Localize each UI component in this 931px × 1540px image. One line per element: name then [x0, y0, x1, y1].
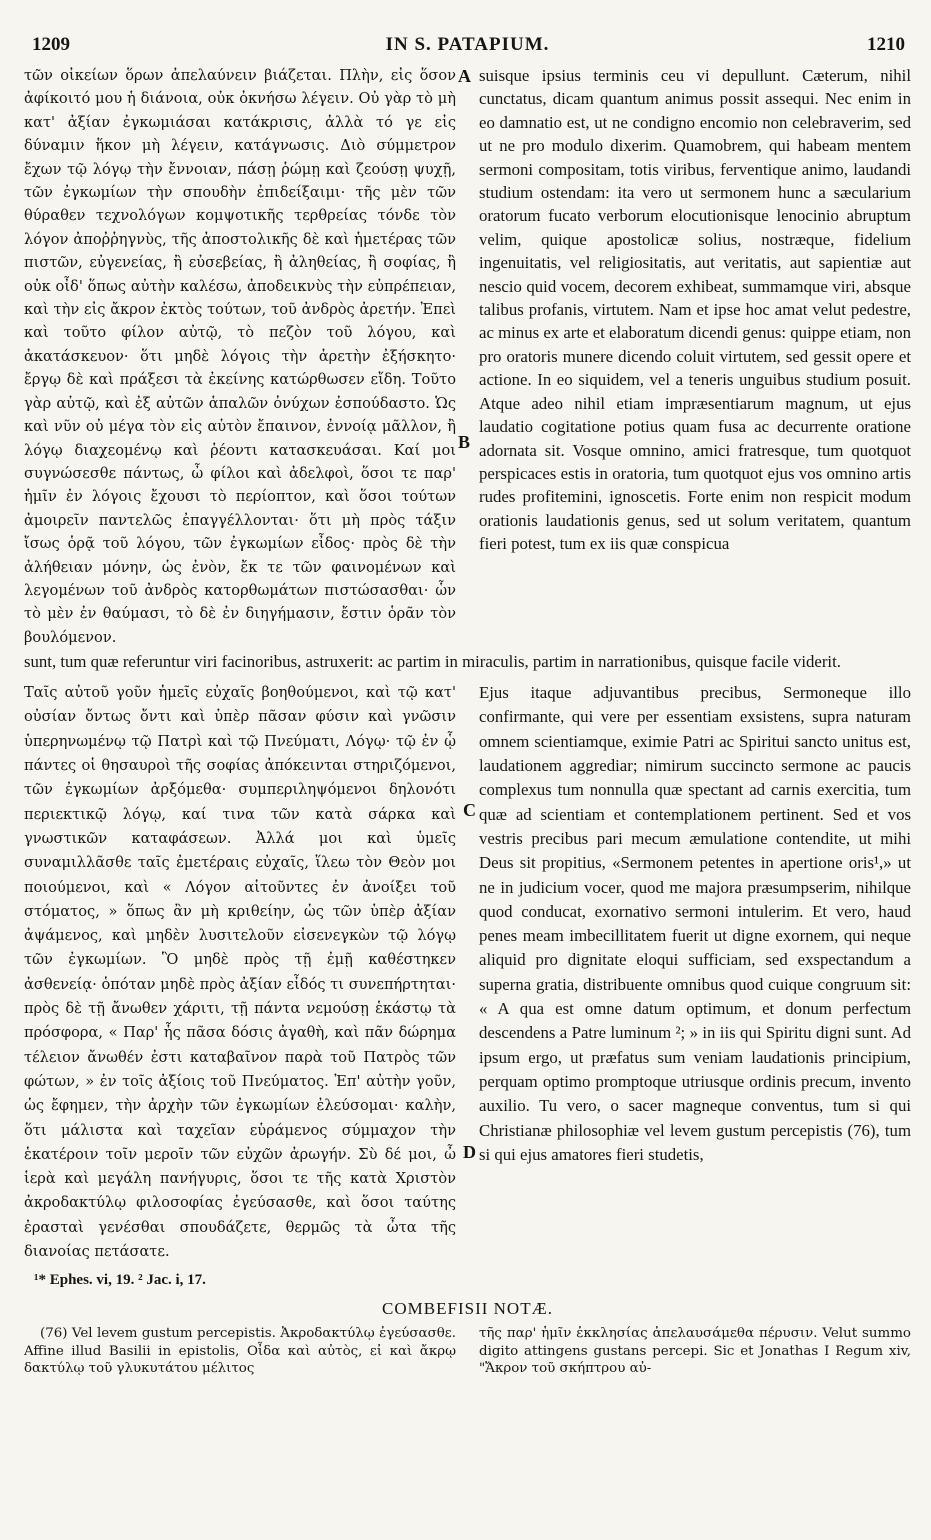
note-76-left: (76) Vel levem gustum percepistis. Ἀκροδακτύλῳ ἐγεύσασθε. Affine illud Basilii in epistolis, Οἶδα καὶ αὐτὸς, εἰ καὶ ἄκρῳ δακτύλῳ τοῦ γλυκυτάτου μέλιτος [24, 1326, 456, 1377]
latin-text-1: suisque ipsius terminis ceu vi depullunt. Cæterum, nihil cunctatus, dicam quantum animus possit assequi. Nec enim in eo damnatio est, ut ne condigno encomio non celebraverim, sed ut ne pro modulo dixerim. Quamobrem, qui habeam mentem sermoni compositam, totis viribus, ferventique animo, laudandi studium ostendam: ita vero ut sermonem hunc a sæcularium oratorum fucato verborum elocutionisque lenocinio abruptum velim, quique apostolicæ solius, nostræque, fidelium ingenuitatis, vel religiositatis, aut veritatis, aut sapientiæ aut nescio quid vocem, decorem exhibeat, summamque viri, absque talibus profanis, virtutem. Nam et ipse hoc amat velut pedestre, ac minus ex arte et elaboratum dicendi genus: quippe etiam, non pro oratoris munere dicendo coluit virtutem, sed gessit opere et actione. In eo siquidem, vel a teneris unguibus studium posuit. Atque adeo nihil etiam impræsentiarum magnum, ut ejus laudatio cogitatione potius quam fusa ac decurrente oratione adornata sit. Vosque omnino, amici fratresque, tum quotquot perspicaces estis in oratoria, tum quotquot ejus vos omnino artis rudes profitemini, ignoscetis. Forte enim non respicit modum orationis laudationis genus, sed ut solum veritatem, quantum fieri potest, tum ex iis quæ conspicua [479, 66, 911, 554]
greek-text-1: τῶν οἰκείων ὅρων ἀπελαύνειν βιάζεται. Πλὴν, εἰς ὅσον ἀφίκοιτό μου ἡ διάνοια, οὐκ ὀκνήσω λέγειν. Οὐ γὰρ τὸ μὴ κατ' ἀξίαν ἐγκωμιάσαι κατάκρισις, ἀλλὰ τό γε εἰς δύναμιν ἥκον μὴ λέγειν, κατάγνωσις. Διὸ σύμμετρον ἔχων τῷ λόγῳ τὴν ἔννοιαν, πάσῃ ῥώμῃ καὶ ζεούσῃ ψυχῇ, τῶν ἐγκωμίων τὴν σπουδὴν ἐπιδείξαιμι· τῆς μὲν τῶν θύραθεν τεχνολόγων κομψοτικῆς τερθρείας τόνδε τὸν λόγον ἀποῤῥηγνὺς, τῆς ἀποστολικῆς δὲ καὶ ἡμετέρας τῶν πιστῶν, εὐγενείας, ἢ εὐσεβείας, ἢ ἀληθείας, ἢ σοφίας, ἢ οὐκ οἶδ' ὅπως αὐτὴν καλέσω, ἀποδεικνὺς τὴν εὐπρέπειαν, καὶ τὴν εἰς ἄκρον ἐκτὸς τούτων, τοῦ ἀνδρὸς ἀρετήν. Ἐπεὶ καὶ τοῦτο φίλον αὐτῷ, τὸ πεζὸν τοῦ λόγου, καὶ ἀκατάσκευον· ὅτι μηδὲ λόγοις τὴν ἀρετὴν ἐξήσκητο· ἔργῳ δὲ καὶ πράξεσι τὰ ἐκείνης κατώρθωσεν εἴδη. Τοῦτο γὰρ αὐτῷ, καὶ ἐξ αὐτῶν ἁπαλῶν ὀνύχων ἐσπούδαστο. Ὡς καὶ νῦν οὐ μέγα τὸν εἰς αὐτὸν ἔπαινον, ἐννοίᾳ μᾶλλον, ἢ λόγῳ διαχεομένῳ καὶ ῥέοντι κατασκευάσαι. Καί μοι συγνώσεσθε πάντως, ὦ φίλοι καὶ ἀδελφοὶ, ὅσοι τε παρ' ἡμῖν ἐν λόγοις ἔχουσι τὸ περίοπτον, καὶ ὅσοι τούτων ἀμοιρεῖν παντελῶς ἐπαγγέλλονται· ὅτι μὴ πρὸς τάξιν ἴσως ὁρᾷ τοῦ λόγου, τῶν ἐγκωμίων εἶδος· πρὸς δὲ τὴν ἀλήθειαν μόνην, ὡς ἐνὸν, ἔκ τε τῶν φαινομένων καὶ λεγομένων τοῦ ἀνδρὸς κατορθωμάτων πιστώσασθαι· ὧν τὸ μὲν ἐν θαύμασι, τὸ δὲ ἐν διηγήμασιν, ἔστιν ὁρᾶν τὸν βουλόμενον. [24, 67, 456, 646]
latin-continuation: sunt, tum quæ referuntur viri facinoribus, astruxerit: ac partim in miraculis, partim in narrationibus, quisque facile viderit. [24, 652, 841, 672]
note-76-right: τῆς παρ' ἡμῖν ἐκκλησίας ἀπελαυσάμεθα πέρυσιν. Velut summo digito attingens gustans percepi. Sic et Jonathas I Regum xiv, "Ἄκρον τοῦ σκήπτρου αὐ- [479, 1326, 911, 1377]
section-marker-d: D [463, 1142, 476, 1162]
parallel-text-block-2 [24, 681, 911, 1264]
greek-column-2 [24, 681, 456, 1264]
section-marker-b: B [458, 432, 471, 452]
scripture-footnotes: ¹* Ephes. vi, 19. ² Jac. i, 17. [34, 1272, 206, 1289]
page-number-left: 1209 [32, 34, 70, 55]
parallel-text-block-1 [24, 64, 911, 649]
notes-column-right [479, 1325, 911, 1377]
running-title: IN S. PATAPIUM. [385, 34, 550, 55]
latin-column-1 [479, 64, 911, 649]
running-header [24, 34, 911, 64]
latin-text-2: Ejus itaque adjuvantibus precibus, Sermoneque illo confirmante, qui vere per essentiam exsistens, supra naturam omnem scientiamque, eximie Patri ac Spiritui sancto unitus est, laudationem aggrediar; nimirum succincto sermone ac paucis complexus tum nonnulla quæ spectant ad carnis exercitia, tum quæ ad scientiam et contemplationem pertinent. Sed et vos vestris precibus pari mecum æmulatione contendite, ut mihi Deus sit propitius, «Sermonem petentes in apertione oris¹,» ut ne in judicium vocer, quod me majora præsumpserim, nihilque quod conducat, exornativo sermoni intulerim. Et vero, haud penes meam imbecillitatem fuerit ut digne exornem, qui neque aliquid pro dignitate eloqui sufficiam, sed exspectandum a superna gratia, distribuente omnibus quod cuique congruum sit: « A qua est omne datum optimum, et donum perfectum descendens a Patre luminum ²; » in iis qui Spiritu digni sunt. Ad ipsum ergo, ut præfatus sum veniam laudationis principium, perquam optimo promptoque utriusque ordinis precum, invento auxilio. Tu vero, o sacer magneque conventus, tum si qui Christianæ philosophiæ vel levem gustum percepistis (76), tum si qui ejus amatores fieri studetis, [479, 683, 911, 1164]
notes-title: COMBEFISII NOTÆ. [382, 1299, 553, 1319]
section-marker-a: A [458, 66, 471, 86]
notes-section [24, 1325, 911, 1377]
greek-text-2: Ταῖς αὐτοῦ γοῦν ἡμεῖς εὐχαῖς βοηθούμενοι, καὶ τῷ κατ' οὐσίαν ὄντως ὄντι καὶ ὑπὲρ πᾶσαν φύσιν καὶ γνῶσιν ὑπερηνωμένῳ τῷ Πατρὶ καὶ τῷ Πνεύματι, Λόγῳ· τῷ ἐν ᾧ πάντες οἱ θησαυροὶ τῆς σοφίας ἀπόκεινται στηριζόμενοι, τῶν ἐγκωμίων ἀρξόμεθα· συμπεριληψόμενοι δηλονότι περιεκτικῷ λόγῳ, καί τινα τῶν κατὰ σάρκα καὶ γνωστικῶν καταφάσεων. Ἀλλά μοι καὶ ὑμεῖς συναμιλλᾶσθε ταῖς ἐμετέραις εὐχαῖς, ἵλεω τὸν Θεὸν μοι ποιούμενοι, καὶ « Λόγον αἰτοῦντες ἐν ἀνοίξει τοῦ στόματος, » ὅπως ἂν μὴ κριθείην, ὡς τῶν ὑπὲρ ἀξίαν ἀψάμενος, καὶ μηδὲν λυσιτελοῦν εἰσενεγκὼν τῷ λόγῳ τῶν ἐγκωμίων. Ὃ μηδὲ πρὸς τῇ ἐμῇ καθέστηκεν ἀσθενείᾳ· ὁπόταν μηδὲ πρὸς ἀξίαν εἶδός τι συνεπήρτηται· πρὸς δὲ τῇ ἄνωθεν χάριτι, τῇ πάντα νεμούσῃ ἑκάστῳ τὰ πρόσφορα, « Παρ' ἧς πᾶσα δόσις ἀγαθὴ, καὶ πᾶν δώρημα τέλειον ἄνωθέν ἐστι καταβαῖνον παρὰ τοῦ Πατρὸς τῶν φώτων, » ἐν τοῖς ἀξίοις τοῦ Πνεύματος. Ἐπ' αὐτὴν γοῦν, ὡς ἔφημεν, τὴν ἀρχὴν τῶν ἐγκωμίων ἐλεύσομαι· καλὴν, ὅτι μάλιστα καὶ ταχεῖαν εὑράμενος σύμμαχον τὴν ἑκατέροιν τοῖν μεροῖν τῶν εὐχῶν ἀρωγήν. Σὺ δέ μοι, ὦ ἱερὰ καὶ μεγάλη πανήγυρις, ὅσοι τε τῆς κατὰ Χριστὸν ἀκροδακτύλῳ φιλοσοφίας ἐγεύσασθε, καὶ ὅσοι ταύτης ἐρασταὶ γενέσθαι σπουδάζετε, θερμῶς τὰ ὦτα τῆς διανοίας πετάσατε. [24, 684, 456, 1260]
greek-column-1 [24, 64, 456, 649]
page-number-right: 1210 [867, 34, 905, 55]
notes-column-left [24, 1325, 456, 1377]
section-marker-c: C [463, 800, 476, 820]
latin-column-2 [479, 681, 911, 1264]
